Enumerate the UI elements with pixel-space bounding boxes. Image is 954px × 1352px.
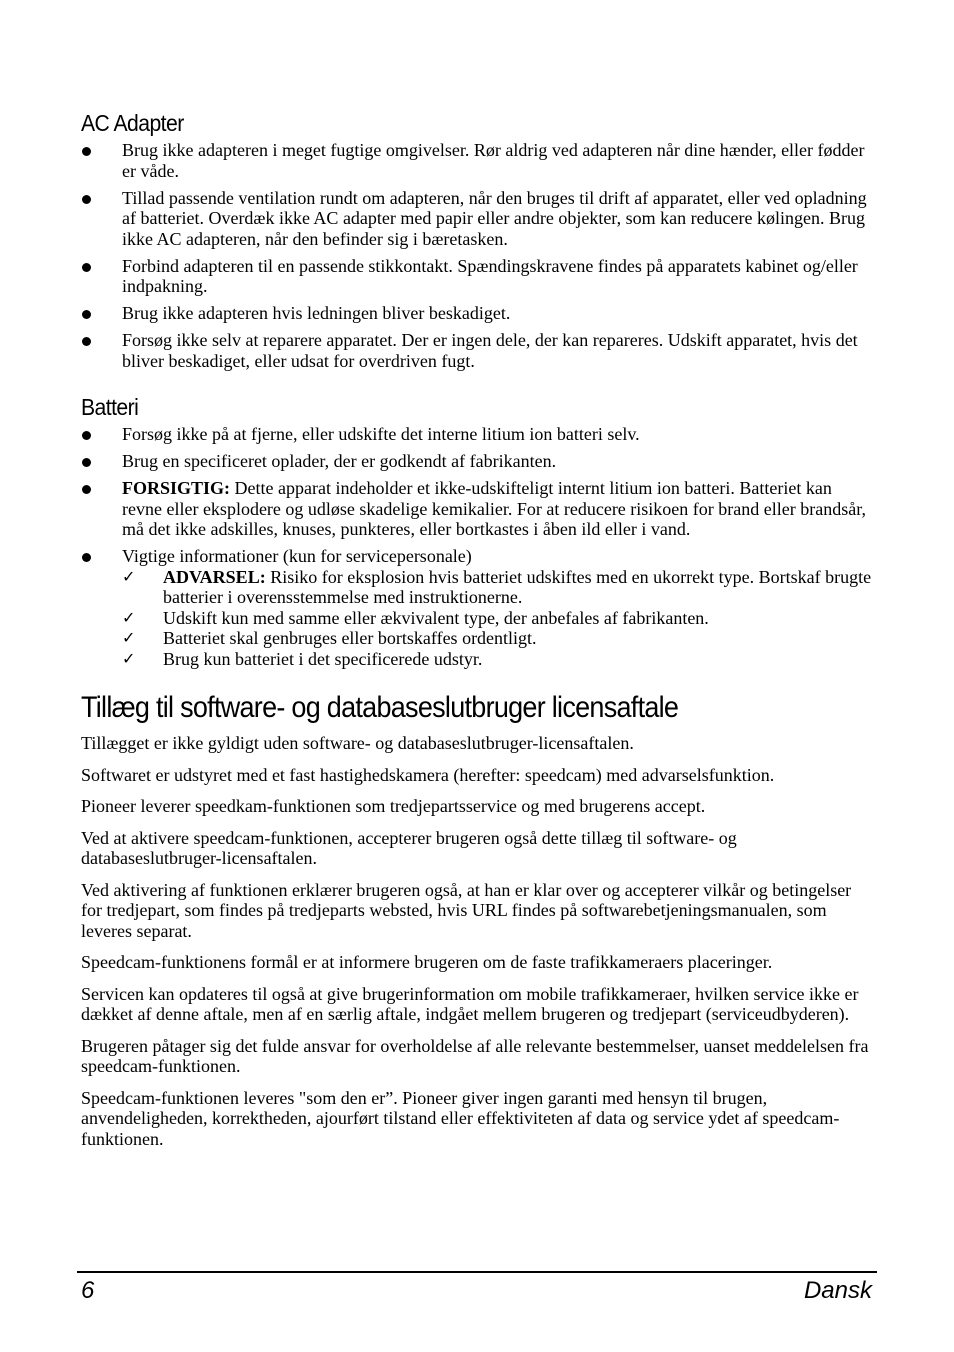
bullet-icon [82, 553, 91, 562]
check-item: ✓ Batteriet skal genbruges eller bortskaffes ordentligt. [122, 628, 537, 648]
paragraph: Softwaret er udstyret med et fast hastighedskamera (herefter: speedcam) med advarselsfunktion. [81, 764, 775, 785]
check-item: ✓ ADVARSEL: Risiko for eksplosion hvis batteriet udskiftes med en ukorrekt type. Bortskaf brugte batterier i overensstemmelse med instruktionerne. [122, 566, 872, 607]
checkmark-icon: ✓ [122, 566, 136, 586]
bullet-icon [82, 337, 91, 346]
list-item: Brug ikke adapteren hvis ledningen bliver beskadiget. [81, 303, 874, 324]
bullet-icon [82, 195, 91, 204]
list-item: Brug ikke adapteren i meget fugtige omgivelser. Rør aldrig ved adapteren når dine hænder, eller fødder er våde. [81, 140, 874, 181]
list-item: Brug en specificeret oplader, der er godkendt af fabrikanten. [81, 451, 874, 472]
paragraph: Pioneer leverer speedkam-funktionen som tredjepartsservice og med brugerens accept. [81, 796, 706, 816]
battery-list [81, 424, 874, 669]
license-section [81, 691, 874, 1149]
bullet-icon [82, 263, 91, 272]
paragraph: Tillægget er ikke gyldigt uden software- og databaseslutbruger-licensaftalen. [81, 733, 634, 753]
list-item: FORSIGTIG: Dette apparat indeholder et ikke-udskifteligt internt litium ion batteri. Batteriet kan revne eller eksplodere og udløse skadelige kemikalier. For at reducere risikoen for brand eller brandsår, må det ikke adskilles, knuses, punkteres, eller bortkastes i åben ild eller i vand. [81, 478, 874, 540]
checkmark-icon: ✓ [122, 628, 136, 647]
check-item: ✓ Brug kun batteriet i det specificerede udstyr. [122, 648, 483, 669]
battery-heading: Batteri [81, 394, 139, 420]
checkmark-icon: ✓ [122, 607, 136, 627]
paragraph: Servicen kan opdateres til også at give brugerinformation om mobile trafikkameraer, hvilken service ikke er dækket af denne aftale, men af en særlig aftale, indgået mellem brugeren og tredjepart (serviceudbyderen). [81, 983, 859, 1024]
ac-adapter-section [81, 110, 874, 371]
caution-label: FORSIGTIG: [122, 478, 231, 498]
license-heading: Tillæg til software- og databaseslutbruger licensaftale [81, 691, 679, 724]
warning-label: ADVARSEL: [163, 566, 266, 587]
check-item: ✓ Udskift kun med samme eller ækvivalent type, der anbefales af fabrikanten. [122, 607, 709, 628]
battery-section [81, 394, 874, 669]
bullet-icon [82, 310, 91, 319]
checkmark-icon: ✓ [122, 648, 136, 668]
list-item: Forsøg ikke på at fjerne, eller udskifte det interne litium ion batteri selv. [81, 424, 874, 445]
ac-adapter-list [81, 140, 874, 371]
bullet-icon [82, 147, 91, 156]
list-item: Tillad passende ventilation rundt om adapteren, når den bruges til drift af apparatet, eller ved opladning af batteriet. Overdæk ikke AC adapter med papir eller andre objekter, som kan reducere kølingen. Brug ikke AC adapteren, når den befinder sig i bæretasken. [81, 188, 874, 250]
bullet-icon [82, 485, 91, 494]
footer-divider [77, 1271, 877, 1273]
service-info-list [122, 567, 874, 670]
ac-adapter-heading: AC Adapter [81, 110, 184, 136]
page-content [81, 110, 874, 1160]
paragraph: Speedcam-funktionen leveres "som den er”. Pioneer giver ingen garanti med hensyn til brugen, anvendeligheden, korrektheden, ajourført tilstand eller effektiviteten af data og service ydet af speedcam-funktionen. [81, 1087, 840, 1149]
footer-language: Dansk [803, 1277, 872, 1304]
page-number: 6 [81, 1277, 95, 1304]
paragraph: Ved aktivering af funktionen erklærer brugeren også, at han er klar over og accepterer vilkår og betingelser for tredjepart, som findes på tredjeparts websted, hvis URL findes på softwarebetjeningsmanualen, som leveres separat. [81, 879, 852, 941]
list-item: Forbind adapteren til en passende stikkontakt. Spændingskravene findes på apparatets kabinet og/eller indpakning. [81, 256, 874, 297]
paragraph: Speedcam-funktionens formål er at informere brugeren om de faste trafikkameraers placeringer. [81, 952, 773, 972]
paragraph: Brugeren påtager sig det fulde ansvar for overholdelse af alle relevante bestemmelser, uanset meddelelsen fra speedcam-funktionen. [81, 1035, 869, 1076]
list-item: Vigtige informationer (kun for servicepersonale) ✓ ADVARSEL: Risiko for eksplosion hvis batteriet udskiftes med en ukorrekt type. Bortskaf brugte batterier i overensstemmelse med instruktionerne. ✓ Udskift kun med samme eller ækvivalent type, der anbefales af fabrikanten. ✓ Batteriet skal genbruges eller bortskaffes ordentligt. ✓ Brug kun batteriet i det specificerede udstyr. [81, 546, 874, 669]
bullet-icon [82, 431, 91, 440]
bullet-icon [82, 458, 91, 467]
paragraph: Ved at aktivere speedcam-funktionen, accepterer brugeren også dette tillæg til software- og databaseslutbruger-licensaftalen. [81, 827, 737, 868]
list-item: Forsøg ikke selv at reparere apparatet. Der er ingen dele, der kan repareres. Udskift apparatet, hvis det bliver beskadiget, eller udsat for overdriven fugt. [81, 330, 874, 371]
